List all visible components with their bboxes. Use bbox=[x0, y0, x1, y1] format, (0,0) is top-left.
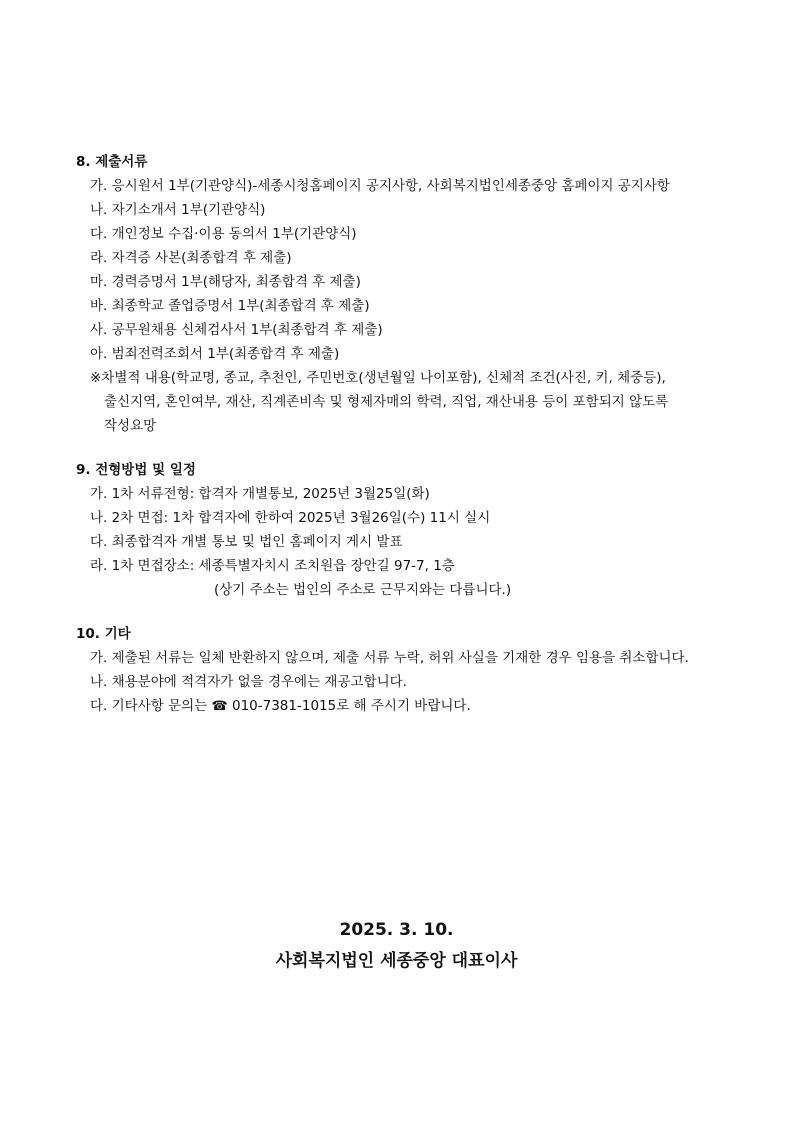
list-item: 나. 채용분야에 적격자가 없을 경우에는 재공고합니다. bbox=[90, 674, 407, 690]
list-item: 라. 1차 면접장소: 세종특별자치시 조치원읍 장안길 97-7, 1층 bbox=[90, 558, 455, 574]
note-line: 작성요망 bbox=[104, 418, 157, 434]
note-line: 출신지역, 혼인여부, 재산, 직계존비속 및 형제자매의 학력, 직업, 재산내용 등이 포함되지 않도록 bbox=[104, 394, 669, 410]
contact-suffix: 010-7381-1015로 해 주시기 바랍니다. bbox=[227, 698, 471, 714]
list-item: 나. 2차 면접: 1차 합격자에 한하여 2025년 3월26일(수) 11시 실시 bbox=[90, 510, 491, 526]
section-other bbox=[76, 622, 726, 718]
discrimination-note bbox=[76, 366, 726, 438]
list-item: 다. 개인정보 수집·이용 동의서 1부(기관양식) bbox=[90, 226, 357, 242]
list-item: 마. 경력증명서 1부(해당자, 최종합격 후 제출) bbox=[90, 274, 361, 290]
list-item: 아. 범죄전력조회서 1부(최종합격 후 제출) bbox=[90, 346, 340, 362]
section-heading: 8. 제출서류 bbox=[76, 154, 148, 170]
document-date: 2025. 3. 10. bbox=[339, 920, 454, 940]
contact-prefix: 다. 기타사항 문의는 bbox=[90, 698, 212, 714]
section-submission-documents bbox=[76, 150, 726, 438]
list-item: 나. 자기소개서 1부(기관양식) bbox=[90, 202, 266, 218]
list-item: 바. 최종학교 졸업증명서 1부(최종합격 후 제출) bbox=[90, 298, 370, 314]
section-heading: 9. 전형방법 및 일정 bbox=[76, 462, 196, 478]
issuer-name: 사회복지법인 세종중앙 대표이사 bbox=[275, 951, 518, 971]
list-item: 다. 최종합격자 개별 통보 및 법인 홈페이지 게시 발표 bbox=[90, 534, 403, 550]
address-note: (상기 주소는 법인의 주소로 근무지와는 다릅니다.) bbox=[214, 582, 512, 598]
section-selection-schedule bbox=[76, 458, 726, 602]
phone-icon: ☎ bbox=[211, 699, 228, 714]
note-line: ※차별적 내용(학교명, 종교, 추천인, 주민번호(생년월일 나이포함), 신체적 조건(사진, 키, 체중등), bbox=[90, 370, 666, 386]
list-item: 라. 자격증 사본(최종합격 후 제출) bbox=[90, 250, 292, 266]
contact-item bbox=[76, 694, 726, 718]
list-item: 가. 응시원서 1부(기관양식)-세종시청홈페이지 공지사항, 사회복지법인세종중앙 홈페이지 공지사항 bbox=[90, 178, 670, 194]
list-item: 가. 제출된 서류는 일체 반환하지 않으며, 제출 서류 누락, 허위 사실을 기재한 경우 임용을 취소합니다. bbox=[90, 650, 689, 666]
section-heading: 10. 기타 bbox=[76, 626, 131, 642]
list-item: 가. 1차 서류전형: 합격자 개별통보, 2025년 3월25일(화) bbox=[90, 486, 430, 502]
list-item: 사. 공무원채용 신체검사서 1부(최종합격 후 제출) bbox=[90, 322, 383, 338]
